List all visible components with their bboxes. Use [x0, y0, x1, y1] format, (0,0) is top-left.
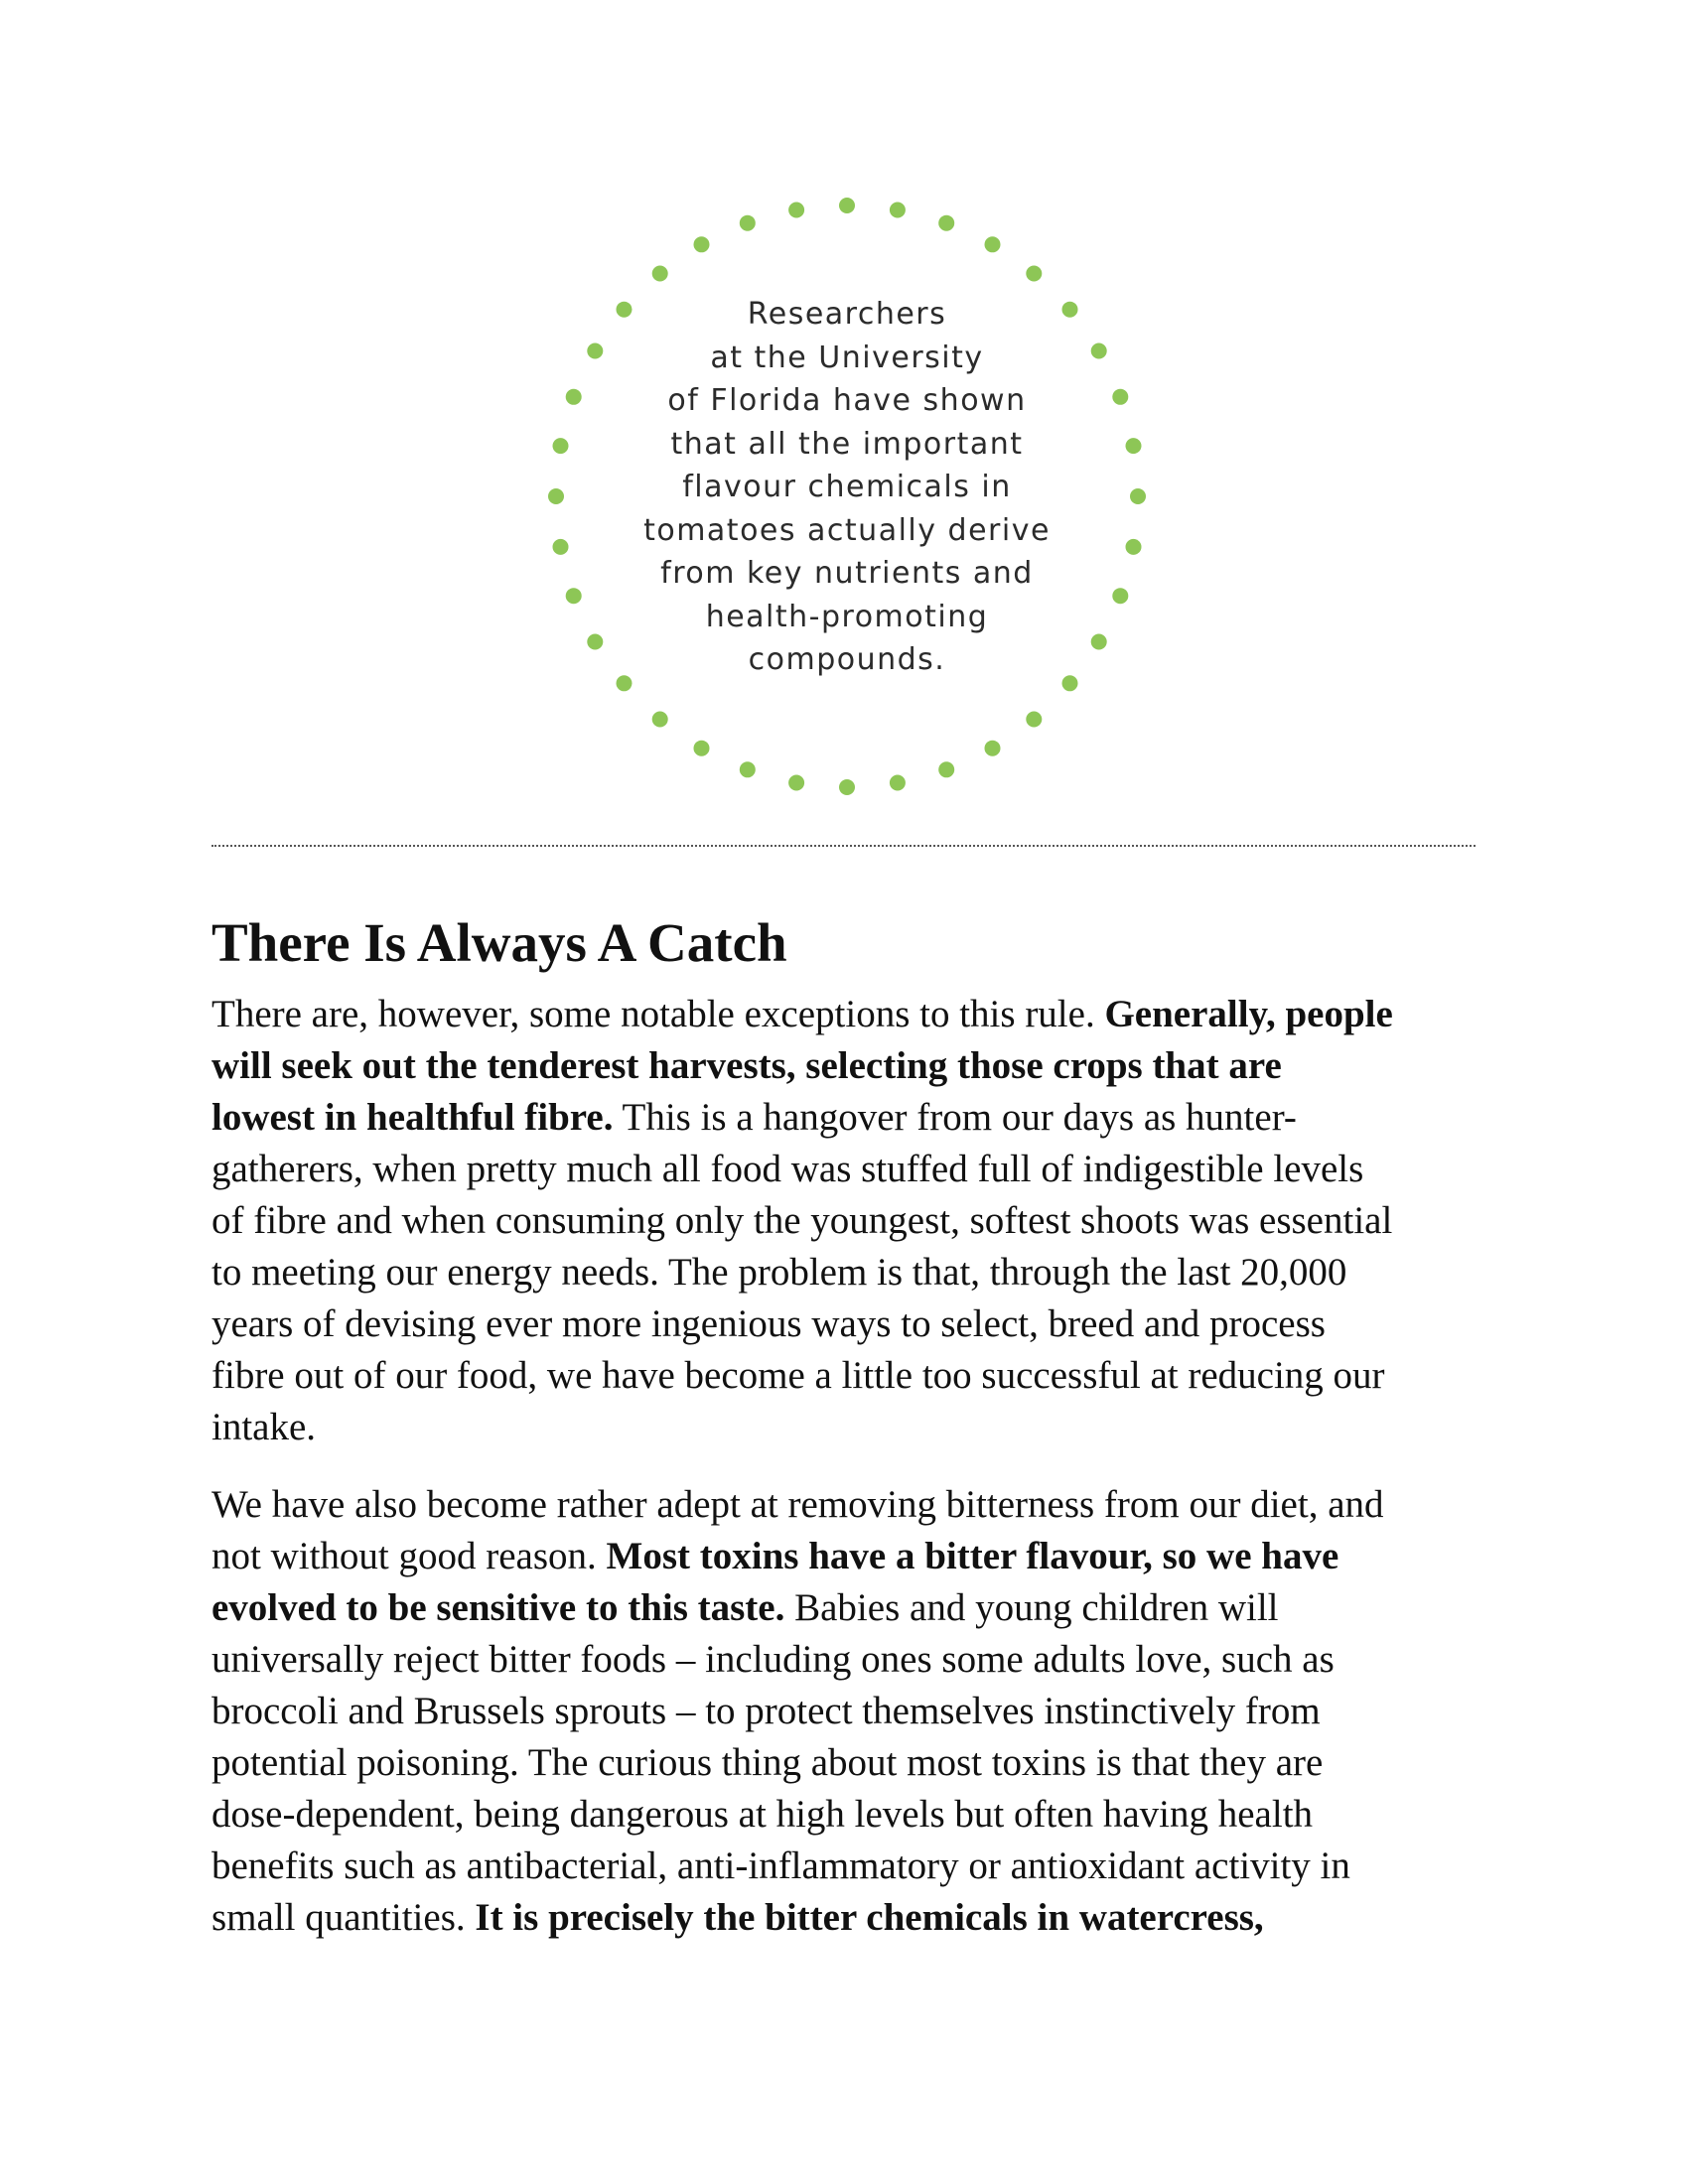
ring-dot [694, 741, 710, 756]
text-line [211, 1298, 1492, 1350]
ring-dot [938, 215, 954, 231]
ring-dot [740, 215, 756, 231]
ring-dot [1112, 588, 1128, 604]
ring-dot [740, 761, 756, 777]
body-text: fibre out of our food, we have become a little too successful at reducing our [211, 1354, 1385, 1397]
text-line [211, 1737, 1492, 1789]
pull-quote-line: Researchers [747, 297, 947, 332]
body-paragraph-2 [211, 1479, 1492, 1944]
text-line [211, 1841, 1492, 1892]
pull-quote-line: at the University [710, 340, 984, 375]
ring-dot [1126, 539, 1142, 555]
text-line [211, 989, 1492, 1040]
body-text: small quantities. [211, 1896, 476, 1939]
pull-quote-line: from key nutrients and [660, 556, 1034, 591]
ring-dot [1130, 488, 1146, 504]
bold-text: will seek out the tenderest harvests, selecting those crops that are [211, 1044, 1282, 1087]
body-text: benefits such as antibacterial, anti-inflammatory or antioxidant activity in [211, 1844, 1350, 1887]
body-text: We have also become rather adept at removing bitterness from our diet, and [211, 1483, 1384, 1526]
body-text: potential poisoning. The curious thing about most toxins is that they are [211, 1741, 1324, 1784]
pull-quote-line: health-promoting [705, 599, 989, 634]
ring-dot [839, 198, 855, 213]
ring-dot [890, 203, 906, 218]
ring-dot [652, 712, 668, 728]
bold-text: Generally, people [1104, 993, 1393, 1035]
pull-quote-line: that all the important [670, 426, 1024, 462]
text-line [211, 1479, 1492, 1531]
text-line [211, 1789, 1492, 1841]
body-text: to meeting our energy needs. The problem is that, through the last 20,000 [211, 1251, 1347, 1294]
ring-dot [1112, 389, 1128, 405]
ring-dot [1091, 634, 1107, 650]
ring-dot [1091, 343, 1107, 359]
text-line [211, 1092, 1492, 1144]
text-line [211, 1350, 1492, 1402]
body-text: This is a hangover from our days as hunter- [613, 1096, 1297, 1139]
ring-dot [566, 389, 582, 405]
body-text: of fibre and when consuming only the youngest, softest shoots was essential [211, 1199, 1393, 1242]
ring-dot [985, 741, 1001, 756]
pull-quote-line: tomatoes actually derive [643, 512, 1051, 548]
ring-dot [652, 266, 668, 282]
body-text: not without good reason. [211, 1535, 607, 1577]
ring-dot [839, 779, 855, 795]
body-text: gatherers, when pretty much all food was stuffed full of indigestible levels [211, 1148, 1364, 1190]
text-line [211, 1686, 1492, 1737]
ring-dot [788, 203, 804, 218]
text-line [211, 1892, 1492, 1944]
text-line [211, 1144, 1492, 1195]
ring-dot [566, 588, 582, 604]
ring-dot [587, 634, 603, 650]
bold-text: evolved to be sensitive to this taste. [211, 1586, 785, 1629]
pull-quote-line: flavour chemicals in [682, 470, 1012, 504]
section-divider [211, 845, 1476, 847]
ring-dot [938, 761, 954, 777]
text-line [211, 1195, 1492, 1247]
body-text: intake. [211, 1406, 317, 1448]
ring-dot [553, 438, 569, 454]
ring-dot [788, 775, 804, 791]
ring-dot [1026, 712, 1042, 728]
text-line [211, 1531, 1492, 1582]
ring-dot [1026, 266, 1042, 282]
body-text: Babies and young children will [784, 1586, 1279, 1629]
ring-dot [587, 343, 603, 359]
text-line [211, 1582, 1492, 1634]
pull-quote-line: compounds. [748, 642, 946, 677]
bold-text: It is precisely the bitter chemicals in watercress, [475, 1896, 1264, 1939]
body-text: dose-dependent, being dangerous at high levels but often having health [211, 1793, 1314, 1836]
ring-dot [553, 539, 569, 555]
ring-dot [694, 236, 710, 252]
ring-dot [890, 775, 906, 791]
body-text: broccoli and Brussels sprouts – to protect themselves instinctively from [211, 1690, 1321, 1732]
ring-dot [1126, 438, 1142, 454]
bold-text: Most toxins have a bitter flavour, so we have [606, 1535, 1339, 1577]
text-line [211, 1247, 1492, 1298]
bold-text: lowest in healthful fibre. [211, 1096, 614, 1139]
body-paragraph-1 [211, 989, 1492, 1453]
body-text: universally reject bitter foods – including ones some adults love, such as [211, 1638, 1335, 1681]
pull-quote [529, 189, 1165, 824]
pull-quote-line: of Florida have shown [667, 383, 1027, 418]
body-text: There are, however, some notable exceptions to this rule. [211, 993, 1105, 1035]
ring-dot [548, 488, 564, 504]
text-line [211, 1402, 1492, 1453]
pull-quote-text [609, 293, 1085, 682]
text-line [211, 1040, 1492, 1092]
ring-dot [985, 236, 1001, 252]
text-line [211, 1634, 1492, 1686]
section-heading: There Is Always A Catch [211, 912, 787, 973]
body-text: years of devising ever more ingenious ways to select, breed and process [211, 1302, 1326, 1345]
